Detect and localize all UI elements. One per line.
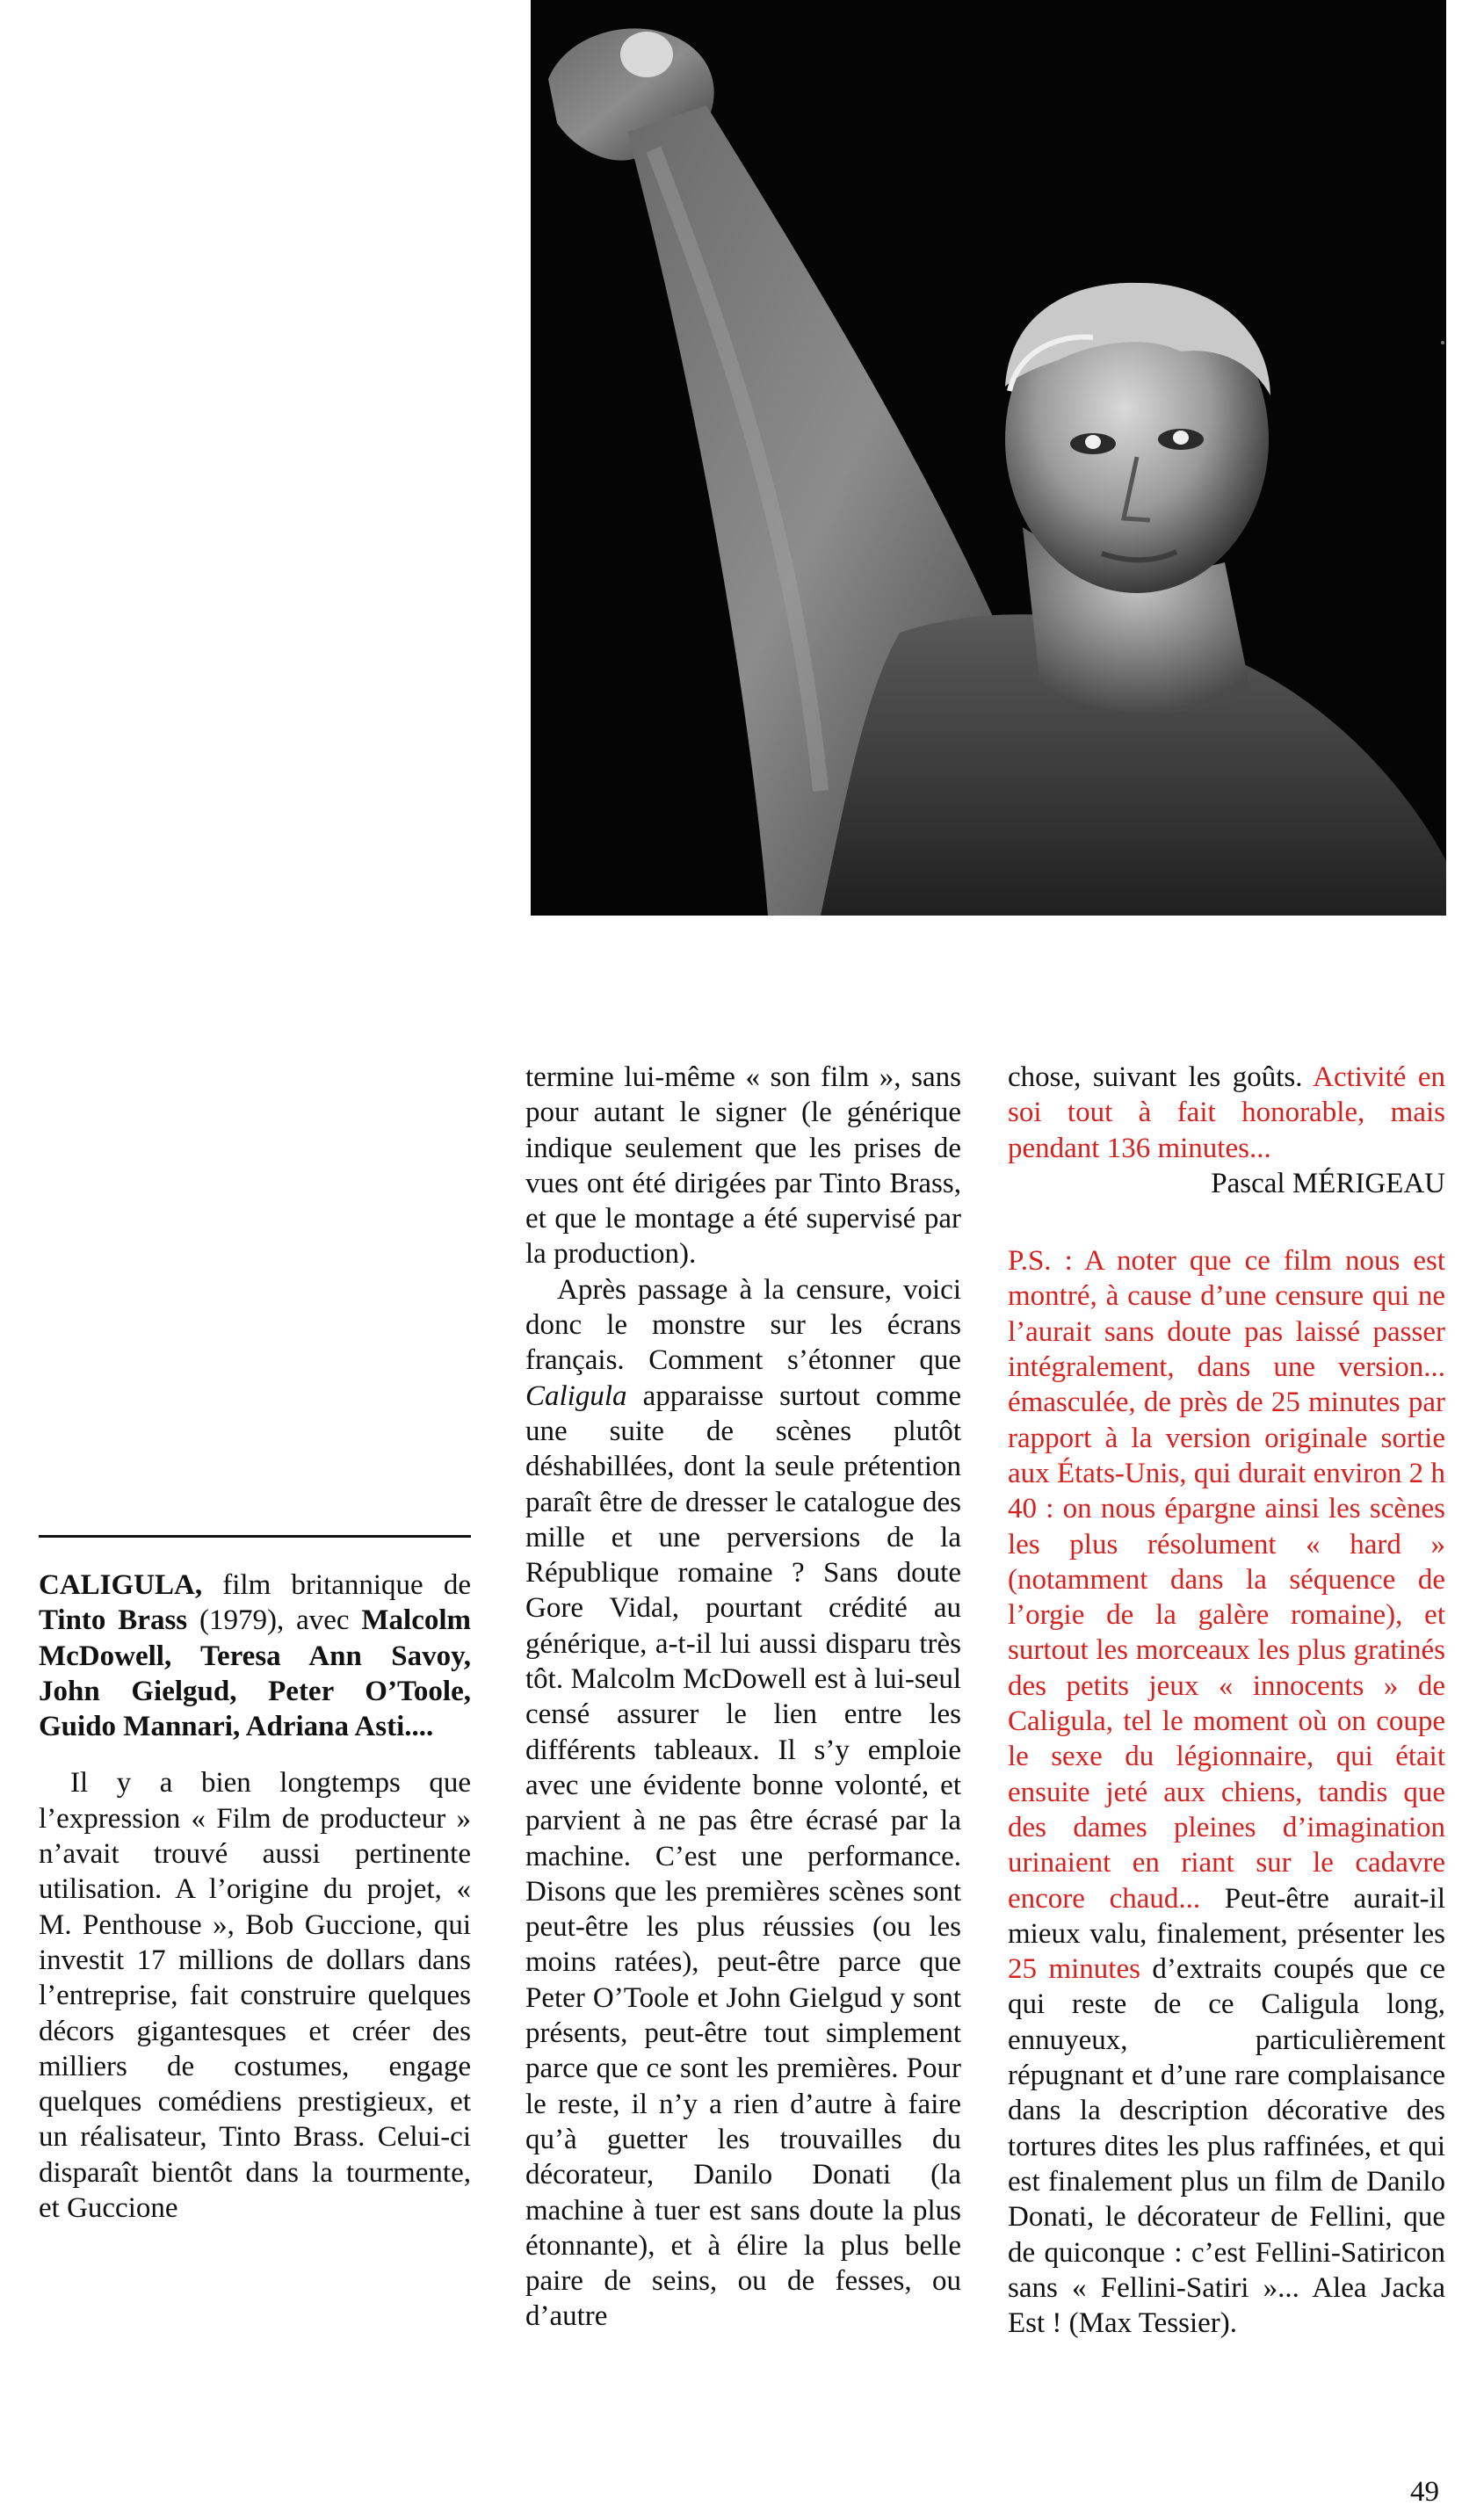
postscript-text-1: Peut-être aurait-il mieux valu, finalement, présenter les xyxy=(1008,1882,1445,1950)
postscript-text-2: d’extraits coupés que ce qui reste de ce Caligula long, ennuyeux, particulièrement répugnant et d’une rare complaisance dans la description décorative des tortures dites les plus raffinées, et qui est finalement plus un film de Danilo Donati, le décorateur de Fellini, que de quiconque : c’est Fellini-Satiricon sans « Fellini-Satiri »... Alea Jacka Est ! (Max Tessier). xyxy=(1008,1953,1446,2340)
column-3 xyxy=(1008,1060,1445,2341)
postscript xyxy=(1008,1243,1445,2341)
film-credits xyxy=(39,1568,471,1744)
film-title: CALIGULA, xyxy=(39,1569,203,1601)
review-ending: chose, suivant les goûts. xyxy=(1008,1061,1314,1093)
review-paragraph-1: Il y a bien longtemps que l’expression « Film de producteur » n’avait trouvé aussi pertinente utilisation. A l’origine du projet, « M. Penthouse », Bob Guccione, qui investit 17 millions de dollars dans l’entreprise, fait construire quelques décors gigantesques et créer des milliers de costumes, engage quelques comédiens prestigieux, et un réalisateur, Tinto Brass. Celui-ci disparaît bientôt dans la tourmente, et Guccione xyxy=(39,1767,471,2225)
review-red-conclusion: Activité en soi tout à fait honorable, mais pendant 136 minutes... xyxy=(1008,1061,1446,1164)
review-paragraph-2-body: apparaisse surtout comme une suite de scènes plutôt déshabillées, dont la seule prétention paraît être de dresser le catalogue des mille et une perversions de la République romaine ? Sans doute Gore Vidal, pourtant crédité au générique, a-t-il lui aussi disparu très tôt. Malcolm McDowell est à lui-seul censé assurer le lien entre les différents tableaux. Il s’y emploie avec une évidente bonne volonté, et parvient à ne pas être écrasé par la machine. C’est une performance. Disons que les premières scènes sont peut-être les plus réussies (ou les moins ratées), peut-être parce que Peter O’Toole et John Gielgud y sont présents, peut-être tout simplement parce que ce sont les premières. Pour le reste, il n’y a rien d’autre à faire qu’à guetter les trouvailles du décorateur, Danilo Donati (la machine à tuer est sans doute la plus étonnante), et à élire la plus belle paire de seins, ou de fesses, ou d’autre xyxy=(525,1379,961,2333)
credits-rule xyxy=(39,1535,471,1538)
film-still-photo xyxy=(531,0,1446,916)
film-title-italic: Caligula xyxy=(525,1379,627,1412)
author-signature: Pascal MÉRIGEAU xyxy=(1211,1167,1445,1199)
column-2 xyxy=(525,1060,961,2335)
director-name: Tinto Brass xyxy=(39,1604,188,1637)
photo-illustration xyxy=(531,0,1446,916)
page-number: 49 xyxy=(1410,2476,1439,2508)
credits-description: film britannique de xyxy=(202,1569,471,1601)
review-paragraph-2-continued xyxy=(1008,1060,1445,1166)
review-paragraph-2 xyxy=(525,1272,961,2335)
review-paragraph-1-continued: termine lui-même « son film », sans pour autant le signer (le générique indique seulement que les prises de vues ont été dirigées par Tinto Brass, et que le montage a été supervisé par la production). xyxy=(525,1061,961,1271)
postscript-red-text: P.S. : A noter que ce film nous est montré, à cause d’une censure qui ne l’aurait sans doute pas laissé passer intégralement, dans une version... émasculée, de près de 25 minutes par rapport à la version originale sortie aux États-Unis, qui durait environ 2 h 40 : on nous épargne ainsi les scènes les plus résolument « hard » (notamment dans la séquence de l’orgie de la galère romaine), et surtout les morceaux les plus gratinés des petits jeux « innocents » de Caligula, tel le moment où on coupe le sexe du légionnaire, qui était ensuite jeté aux chiens, tandis que des dames pleines d’imagination urinaient en riant sur le cadavre encore chaud... xyxy=(1008,1245,1445,1915)
credits-year: (1979), avec xyxy=(187,1604,362,1637)
review-paragraph-2-start: Après passage à la censure, voici donc le monstre sur les écrans français. Comment s’étonner que xyxy=(525,1273,961,1377)
postscript-red-minutes: 25 minutes xyxy=(1008,1953,1140,1986)
column-1 xyxy=(39,1568,471,2226)
cast-list: Malcolm McDowell, Teresa Ann Savoy, John Gielgud, Peter O’Toole, Guido Mannari, Adriana Asti.... xyxy=(39,1604,471,1743)
